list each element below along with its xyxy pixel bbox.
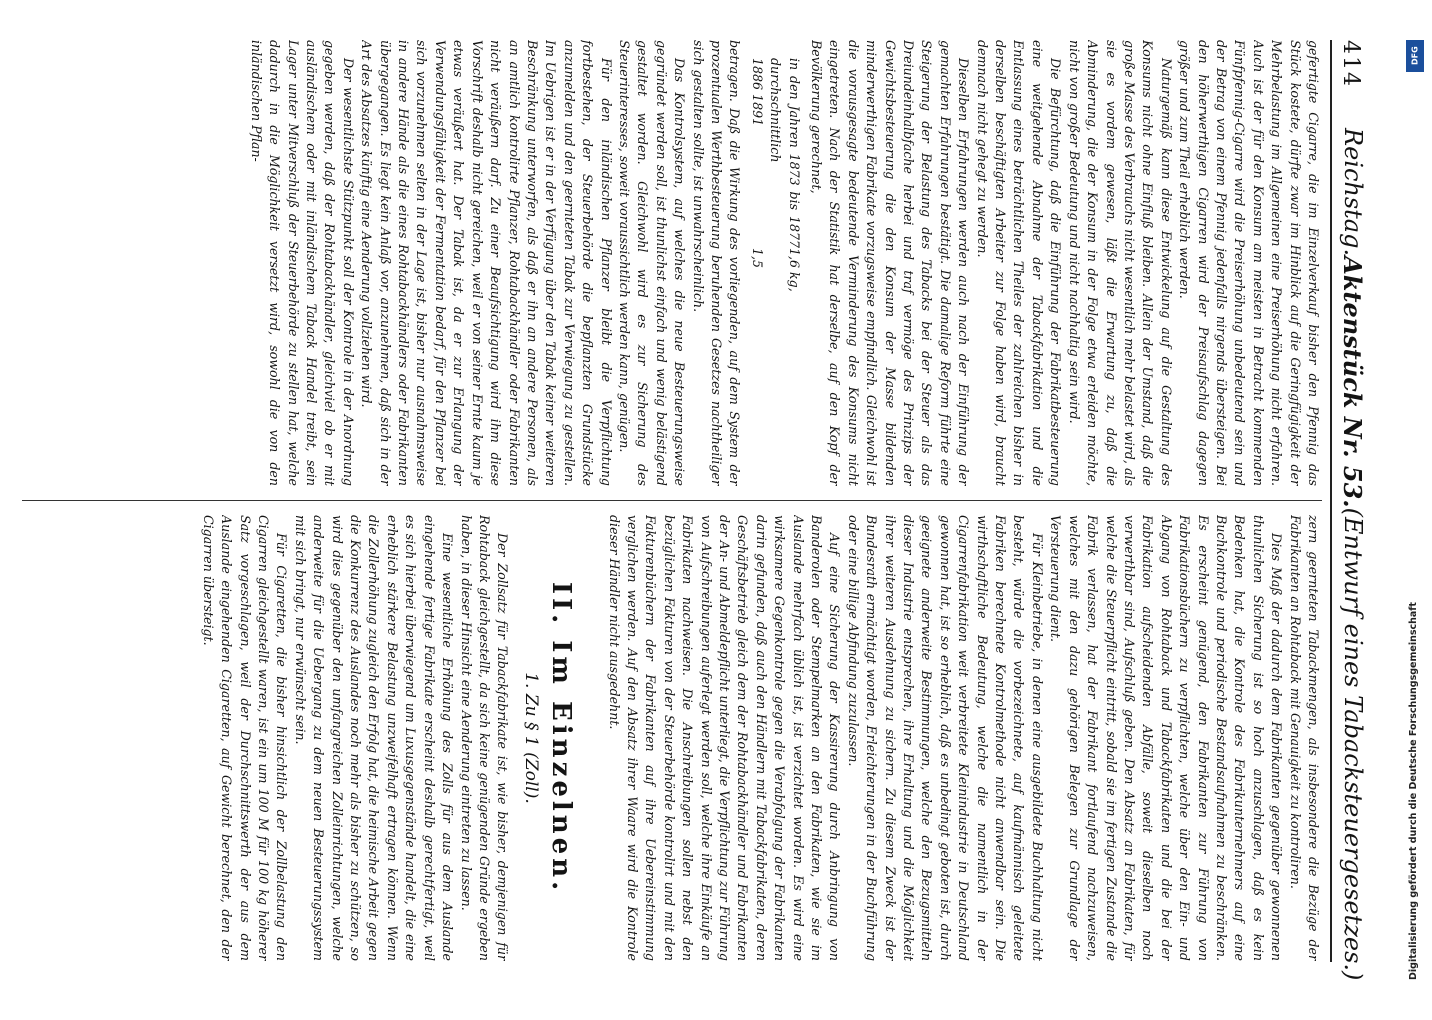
paragraph: Für den inländischen Pflanzer bleibt die Verpflichtung fortbestehen, der Steuerbehörde die bepflanzten Grundstücke anzumelden und den geernteten Tabak zur Verwiegung zu gestellen. Im Uebrigen ist er in der Verfügung über den Tabak keiner weiteren Beschränkung unterworfen, als daß er ihn an andere Personen, als an amtlich kontrolirte Pflanzer, Rohtabackhändler oder Fabrikanten nicht veräußern darf. Zu einer Beaufsichtigung wird ihm diese Vorschrift deshalb nicht gereichen, weil er von seiner Ernte kaum je etwas veräußert hat. Der Tabak ist, da er zur Erlangung der Verwendungsfähigkeit der Fermentation bedarf, für den Pflanzer bei sich vorzunehmen selten in der Lage ist, bisher nur ausnahmsweise in andere Hände als die eines Rohtabackhändlers oder Fabrikanten übergegangen. Es liegt kein Anlaß vor, anzunehmen, daß sich in der Art des Absatzes künftig eine Aenderung vollziehen wird. [359,40,614,486]
paragraph: Der wesentlichste Stützpunkt soll der Kontrole in der Anordnung gegeben werden, daß der Rohtabackhändler, gleichviel ob er mit ausländischem oder mit inländischem Taback Handel treibt, sein Lager unter Mitverschluß der Steuerbehörde zu stellen hat, welche dadurch in die Möglichkeit versetzt wird, sowohl die von den inländischen Pflan- [248,40,356,486]
section-heading: II. Im Einzelnen. [546,581,577,895]
paragraph: Für Cigaretten, die bisher hinsichtlich der Zollbelastung den Cigarren gleichgestellt waren, ist ein um 100 M für 100 kg höherer Satz vorgeschlagen, weil der Durchschnittswerth der aus dem Auslande eingehenden Cigaretten, auf Gewicht berechnet, den der Cigarren übersteigt. [200,515,290,961]
paragraph: Dies Maß der dadurch dem Fabrikanten gegenüber gewonnenen thunlichen Sicherung ist so hoch anzuschlagen, daß es kein Bedenken hat, die Kontrole des Fabrikunternehmers auf eine Buchkontrole und periodische Bestandsaufnahmen zu beschränken. Es erscheint genügend, den Fabrikanten zur Führung von Fabrikationsbüchern zu verpflichten, welche über den Ein- und Abgang von Rohtaback und Tabackfabrikaten und die bei der Fabrikation aufscheidenden Abfälle, soweit dieselben noch verwerthbar sind, Aufschluß geben. Den Absatz an Fabrikaten, für welche die Steuerpflicht eintritt, sobald sie im fertigen Zustande die Fabrik verlassen, hat der Fabrikant fortlaufend nachzuweisen, welches mit den dazu gehörigen Belegen zur Grundlage der Versteuerung dient. [1048,515,1285,961]
consumption-figures [747,58,802,486]
figures-row [747,58,765,486]
digitization-credit-text: Digitalisierung gefördert durch die Deutsche Forschungsgemeinschaft [1408,602,1419,980]
paragraph: Eine wesentliche Erhöhung des Zolls für aus dem Auslande eingehende fertige Fabrikate erscheint deshalb gerechtfertigt, weil es sich hierbei überwiegend um Luxusgegenstände handelt, die eine erheblich stärkere Belastung unzweifelhaft ertragen können. Wenn die Zollerhöhung zugleich den Erfolg hat, die heimische Arbeit gegen die Konkurrenz des Auslandes noch mehr als bisher zu schützen, so wird dies gegenüber den umfangreichen Zolleinrichtungen, welche anderweite für die Uebergang zu dem neuen Besteuerungssystem mit sich bringt, nur erwünscht sein. [292,515,456,961]
text-columns [22,40,1322,962]
paragraph: zern geernteten Tabackmengen, als insbesondere die Bezüge der Fabrikanten an Rohtaback mit Genauigkeit zu kontroliren. [1287,515,1321,961]
figures-value: 1,6 kg, [786,248,802,292]
left-column [22,40,1322,486]
subsection-heading: 1. Zu § 1 (Zoll). [520,672,541,804]
running-head-center: Aktenstück Nr. 53. [1338,256,1367,508]
dfg-logo: DFG [1406,40,1424,72]
running-head-left: Reichstag. [1339,128,1367,257]
digitization-credit [1406,40,1426,1000]
column-divider [22,500,1322,501]
figures-period: 1886 1891 [749,58,765,127]
running-head [1338,88,1367,1020]
paragraph: Für Kleinbetriebe, in denen eine ausgebildete Buchhaltung nicht besteht, würde die vorbezeichnete, auf kaufmännisch geleitete Fabriken berechnete Kontrolmethode nicht anwendbar sein. Die wirthschaftliche Bedeutung, welche die namentlich in der Cigarrenfabrikation weit verbreitete Kleinindustrie in Deutschland gewonnen hat, ist so erheblich, daß es unbedingt geboten ist, durch geeignete anderweite Bestimmungen, welche den Bezugsmitteln dieser Industrie entsprechen, ihre Erhaltung und die Möglichkeit ihrer weiteren Ausdehnung zu sichern. Zu diesem Zweck ist der Bundesrath ermächtigt worden, Erleichterungen in der Buchführung oder eine billige Abfindung zuzulassen. [845,515,1045,961]
figures-row [766,58,803,486]
paragraph: Naturgemäß kann diese Entwickelung auf die Gestaltung des Konsums nicht ohne Einfluß bleiben. Allein der Umstand, daß die große Masse des Verbrauchs nicht wesentlich mehr belastet wird, als sie es vordem gewesen, läßt die Erwartung zu, daß die Abminderung, die der Konsum in der Folge etwa erleiden möchte, nicht von großer Bedeutung und nicht nachhaltig sein wird. [1066,40,1174,486]
paragraph: Dieselben Erfahrungen werden auch nach der Einführung der gemachten Erfahrungen bestätigt. Die damalige Reform führte eine Steigerung der Belastung des Tabacks bei der Steuer als das Dreiundeinhalbfache herbei und traf vermöge des Prinzips der Gewichtsbesteuerung die den Konsum der Masse bildenden minderwerthigen Fabrikate vorzugsweise empfindlich. Gleichwohl ist die vorausgesagte bedeutende Verminderung des Konsums nicht eingetreten. Nach der Statistik hat derselbe, auf den Kopf der Bevölkerung gerechnet, [809,40,972,486]
figures-value: 1,5 [749,248,765,269]
right-column [22,515,1322,961]
paragraph: Die Befürchtung, daß die Einführung der Fabrikatbesteuerung eine weitgehende Abnahme der Tabackfabrikation und die Entlassung eines beträchtlichen Theiles der zahlreichen bisher in derselben beschäftigten Arbeiter zur Folge haben wird, braucht demnach nicht gehegt zu werden. [974,40,1064,486]
paragraph: Auf eine Sicherung der Kassirerung durch Anbringung von Banderolen oder Stempelmarken an den Fabrikaten, wie sie im Auslande mehrfach üblich ist, ist verzichtet worden. Es wird eine wirksamere Gegenkontrole gegen die Verabfolgung der Fabrikanten darin gefunden, daß auch den Händlern mit Tabackfabrikaten, deren Geschäftsbetrieb gleich dem der Rohtabackhändler und Fabrikanten der An- und Abmeldepflicht unterliegt, die Verpflichtung zur Führung von Aufschreibungen auferlegt werden soll, welche ihre Einkäufe an Fabrikaten nachweisen. Die Anschreibungen sollen nebst den bezüglichen Fakturen von der Steuerbehörde kontrolirt und mit den Fakturenbüchern der Fabrikanten auf ihre Uebereinstimmung verglichen werden. Auf den Absatz ihrer Waare wird die Kontrole dieser Händler nicht ausgedehnt. [606,515,843,961]
paragraph: betragen. Daß die Wirkung des vorliegenden, auf dem System der prozentualen Werthbesteuerung beruhenden Gesetzes nachtheiliger sich gestalten sollte, ist unwahrscheinlich. [690,40,743,486]
page-number: 414 [1338,40,1363,88]
running-head-right: (Entwurf eines Tabacksteuergesetzes.) [1339,507,1367,981]
paragraph: Das Kontrolsystem, auf welches die neue Besteuerungsweise gegründet werden soll, ist thunlichst einfach und wenig belästigend gestaltet worden. Gleichwohl wird es zur Sicherung des Steuerinteresses, soweit voraussichtlich werden kann, genügen. [616,40,688,486]
page-header [1330,40,1382,981]
paragraph: gefertigte Cigarre, die im Einzelverkauf bisher den Pfennig das Stück kostete, dürfte zwar im Hinblick auf die Geringfügigkeit der Mehrbelastung im Allgemeinen eine Preiserhöhung nicht erfahren. Auch ist der für den Konsum am meisten in Betracht kommenden Fünfpfennig-Cigarre wird die Preiserhöhung unbedeutend sein und der Betrag von einem Pfennig jedenfalls nirgends übersteigen. Bei den höherwerthigen Cigarren wird der Preisaufschlag dagegen größer und zum Theil erheblich werden. [1177,40,1321,486]
paragraph: Der Zollsatz für Tabackfabrikate ist, wie bisher, demjenigen für Rohtaback gleichgestellt, da sich keine genügenden Gründe ergeben haben, in dieser Hinsicht eine Aenderung eintreten zu lassen. [458,515,511,961]
figures-period: in den Jahren 1873 bis 1877 durchschnittlich [768,58,802,248]
